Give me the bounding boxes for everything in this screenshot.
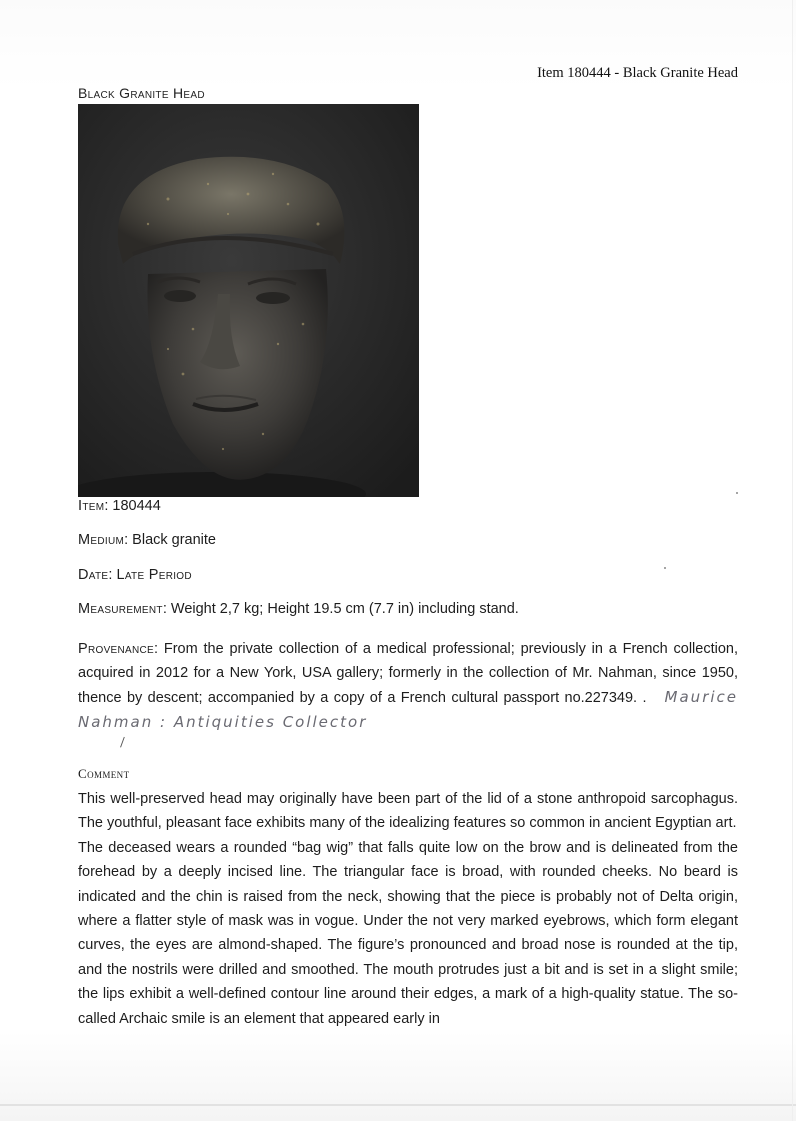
measurement-field: Measurement: Weight 2,7 kg; Height 19.5 cm (7.7 in) including stand. <box>78 601 519 617</box>
date-label: Date <box>78 567 109 583</box>
handwritten-note: Maurice Nahman : Antiquities Collector <box>78 688 738 731</box>
date-value: Late Period <box>116 567 192 583</box>
page-edge <box>0 1104 796 1106</box>
sculpture-photo <box>78 104 419 497</box>
item-value: 180444 <box>112 498 161 514</box>
provenance-text: From the private collection of a medical professional; previously in a French collection, acquired in 2012 for a New York, USA gallery; formerly in the collection of Mr. Nahman, since 1950, thence by descent; accompanied by a copy of a French cultural passport no.227349. . <box>78 641 739 706</box>
comment-paragraph: This well-preserved head may originally have been part of the lid of a stone anthropoid sarcophagus. The youthful, pleasant face exhibits many of the idealizing features so common in ancient Egyptian art. <box>78 791 738 832</box>
measurement-label: Measurement <box>78 601 163 617</box>
medium-value: Black granite <box>132 532 216 548</box>
provenance-block: Provenance: From the private collection of a medical professional; previously in a French collection, acquired in 2012 for a New York, USA gallery; formerly in the collection of Mr. Nahman, since 1950, thence by descent; accompanied by a copy of a French cultural passport no.227349. . Maurice Nahman : Antiquities Collector <box>78 641 739 731</box>
date-field: Date: Late Period <box>78 567 192 583</box>
item-reference: Item 180444 - Black Granite Head <box>537 65 738 81</box>
comment-paragraph: The deceased wears a rounded “bag wig” that falls quite low on the brow and is delineated from the forehead by a deeply incised line. The triangular face is broad, with rounded cheeks. No beard is indicated and the chin is raised from the neck, showing that the piece is probably not of Delta origin, where a flatter style of mask was in vogue. Under the not very marked eyebrows, which form elegant curves, the eyes are almond-shaped. The figure’s pronounced and broad nose is rounded at the tip, and the nostrils were drilled and smoothed. The mouth protrudes just a bit and is set in a slight smile; the lips exhibit a well-defined contour line around their edges, a mark of a high-quality statue. The so-called Archaic smile is an element that appeared early in <box>78 839 738 1027</box>
page-title: Black Granite Head <box>78 85 205 101</box>
comment-heading: Comment <box>78 766 130 781</box>
medium-field: Medium: Black granite <box>78 532 216 548</box>
item-field: Item: 180444 <box>78 498 161 514</box>
pen-mark: ❘ <box>116 734 129 750</box>
comment-body <box>78 787 738 1031</box>
page-edge-right <box>792 0 793 1121</box>
scan-speck <box>736 492 738 494</box>
measurement-value: Weight 2,7 kg; Height 19.5 cm (7.7 in) including stand. <box>170 601 519 617</box>
scan-speck <box>664 567 666 569</box>
item-label: Item <box>78 498 105 514</box>
medium-label: Medium <box>78 532 125 548</box>
provenance-label: Provenance <box>78 641 155 657</box>
